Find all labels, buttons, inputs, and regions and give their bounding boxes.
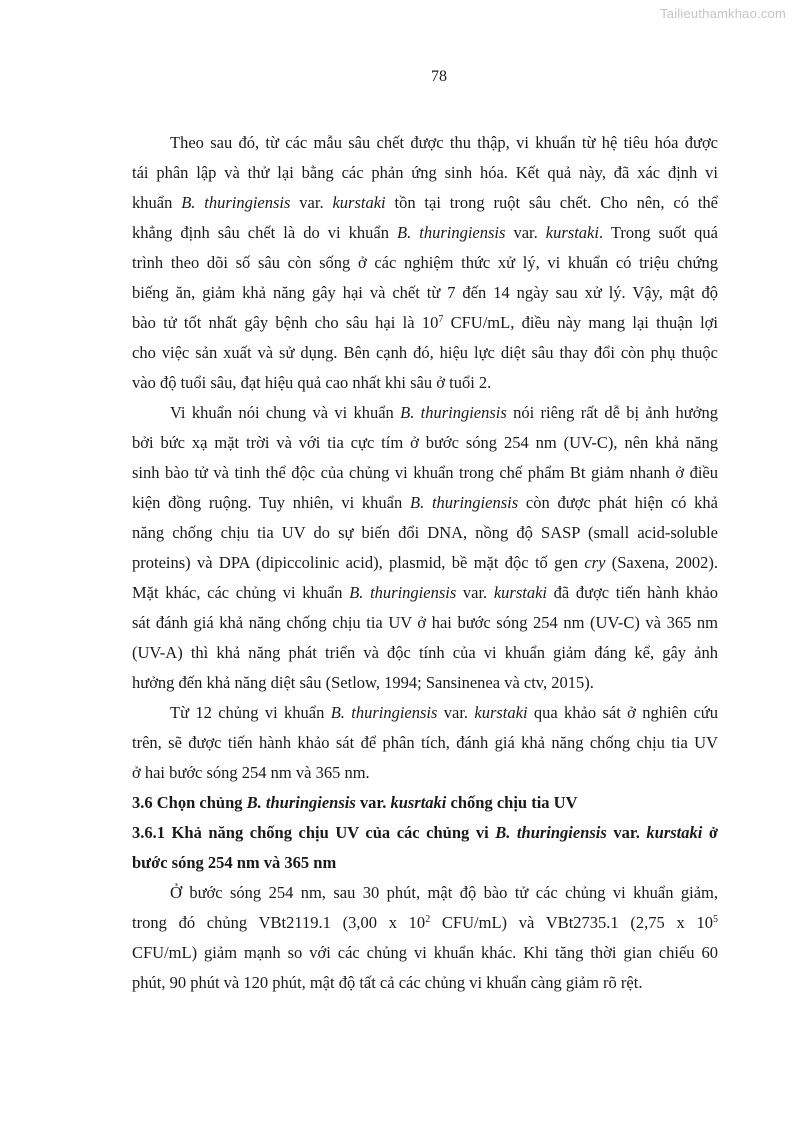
text-line: tái phân lập và thử lại bằng các phản ứng sinh hóa. Kết quả này, đã xác định vi [132,163,718,182]
text-line: proteins) và DPA (dipiccolinic acid), plasmid, bề mặt độc tố gen cry (Saxena, 2002). [132,553,718,572]
variety-name: kurstaki [545,223,599,242]
text-line: trình theo dõi số sâu còn sống ở các nghiệm thức xử lý, vi khuẩn có triệu chứng [132,253,718,272]
text-line: Ở bước sóng 254 nm, sau 30 phút, mật độ bào tử các chủng vi khuẩn giảm, [170,883,718,902]
paragraph-2 [132,398,718,698]
species-name: B. thuringiensis [397,223,506,242]
text-line: ở hai bước sóng 254 nm và 365 nm. [132,763,370,782]
text-line: sát đánh giá khả năng chống chịu tia UV ở hai bước sóng 254 nm (UV-C) và 365 nm [132,613,718,632]
superscript: 2 [425,914,431,925]
text-line: khuẩn B. thuringiensis var. kurstaki tồn tại trong ruột sâu chết. Cho nên, có thể [132,193,718,212]
subsection-heading [132,818,718,878]
variety-name: kurstaki [493,583,548,602]
text-line: bởi bức xạ mặt trời và với tia cực tím ở bước sóng 254 nm (UV-C), nên khả năng [132,433,718,452]
variety-name: kurstaki [474,703,528,722]
text-line: (UV-A) thì khả năng phát triển và độc tính của vi khuẩn giảm đáng kể, gây ảnh [132,643,718,662]
gene-name: cry [584,553,606,572]
variety-name: kurstaki [332,193,386,212]
text-line: trong đó chủng VBt2119.1 (3,00 x $10^2$ CFU/mL) và VBt2735.1 (2,75 x $10^5$ [132,913,718,932]
text-line: phút, 90 phút và 120 phút, mật độ tất cả các chủng vi khuẩn càng giảm rõ rệt. [132,973,643,992]
page-number: 78 [431,68,447,85]
text-line: cho việc sản xuất và sử dụng. Bên cạnh đó, hiệu lực diệt sâu thay đổi còn phụ thuộc [132,343,718,362]
section-heading: 3.6 Chọn chủng B. thuringiensis var. kusrtaki chống chịu tia UV [132,793,578,812]
text-line: hưởng đến khả năng diệt sâu (Setlow, 1994; Sansinenea và ctv, 2015). [132,673,594,692]
heading-line: 3.6.1 Khả năng chống chịu UV của các chủng vi B. thuringiensis var. kurstaki ở [132,823,719,842]
superscript: 7 [438,314,444,325]
species-name: B. thuringiensis [410,493,519,512]
text-line: CFU/mL) giảm mạnh so với các chủng vi khuẩn khác. Khi tăng thời gian chiếu 60 [132,943,718,962]
paragraph-1 [132,128,718,398]
species-name: B. thuringiensis [181,193,291,212]
text-line: kiện đồng ruộng. Tuy nhiên, vi khuẩn B. thuringiensis còn được phát hiện có khả [132,493,718,512]
paragraph-4 [132,878,718,998]
paragraph-3 [132,698,718,788]
species-name: B. thuringiensis [330,703,438,722]
text-line: Theo sau đó, từ các mẫu sâu chết được thu thập, vi khuẩn từ hệ tiêu hóa được [170,133,718,152]
text-line: Mặt khác, các chủng vi khuẩn B. thuringiensis var. kurstaki đã được tiến hành khảo [132,583,718,602]
text-line: vào độ tuổi sâu, đạt hiệu quả cao nhất khi sâu ở tuổi 2. [132,373,492,392]
superscript: 5 [713,914,718,925]
text-line: biếng ăn, giảm khả năng gây hại và chết từ 7 đến 14 ngày sau xử lý. Vậy, mật độ [132,283,718,302]
text-line: Từ 12 chủng vi khuẩn B. thuringiensis var. kurstaki qua khảo sát ở nghiên cứu [170,703,718,722]
text-line: năng chống chịu tia UV do sự biến đổi DNA, nồng độ SASP (small acid-soluble [132,523,718,542]
text-line: khẳng định sâu chết là do vi khuẩn B. thuringiensis var. kurstaki. Trong suốt quá [132,223,718,242]
document-body [132,128,718,998]
text-line: trên, sẽ được tiến hành khảo sát để phân tích, đánh giá khả năng chống chịu tia UV [132,733,718,752]
species-name: B. thuringiensis [400,403,507,422]
watermark: Tailieuthamkhao.com [660,6,786,21]
species-name: B. thuringiensis [349,583,457,602]
text-line: Vi khuẩn nói chung và vi khuẩn B. thuringiensis nói riêng rất dễ bị ảnh hưởng [170,403,718,422]
heading-line: bước sóng 254 nm và 365 nm [132,853,337,872]
text-line: sinh bào tử và tinh thể độc của chủng vi khuẩn trong chế phẩm Bt giảm nhanh ở điều [132,463,718,482]
text-line: bào tử tốt nhất gây bệnh cho sâu hại là $10^7$ CFU/mL, điều này mang lại thuận lợi [132,313,718,332]
